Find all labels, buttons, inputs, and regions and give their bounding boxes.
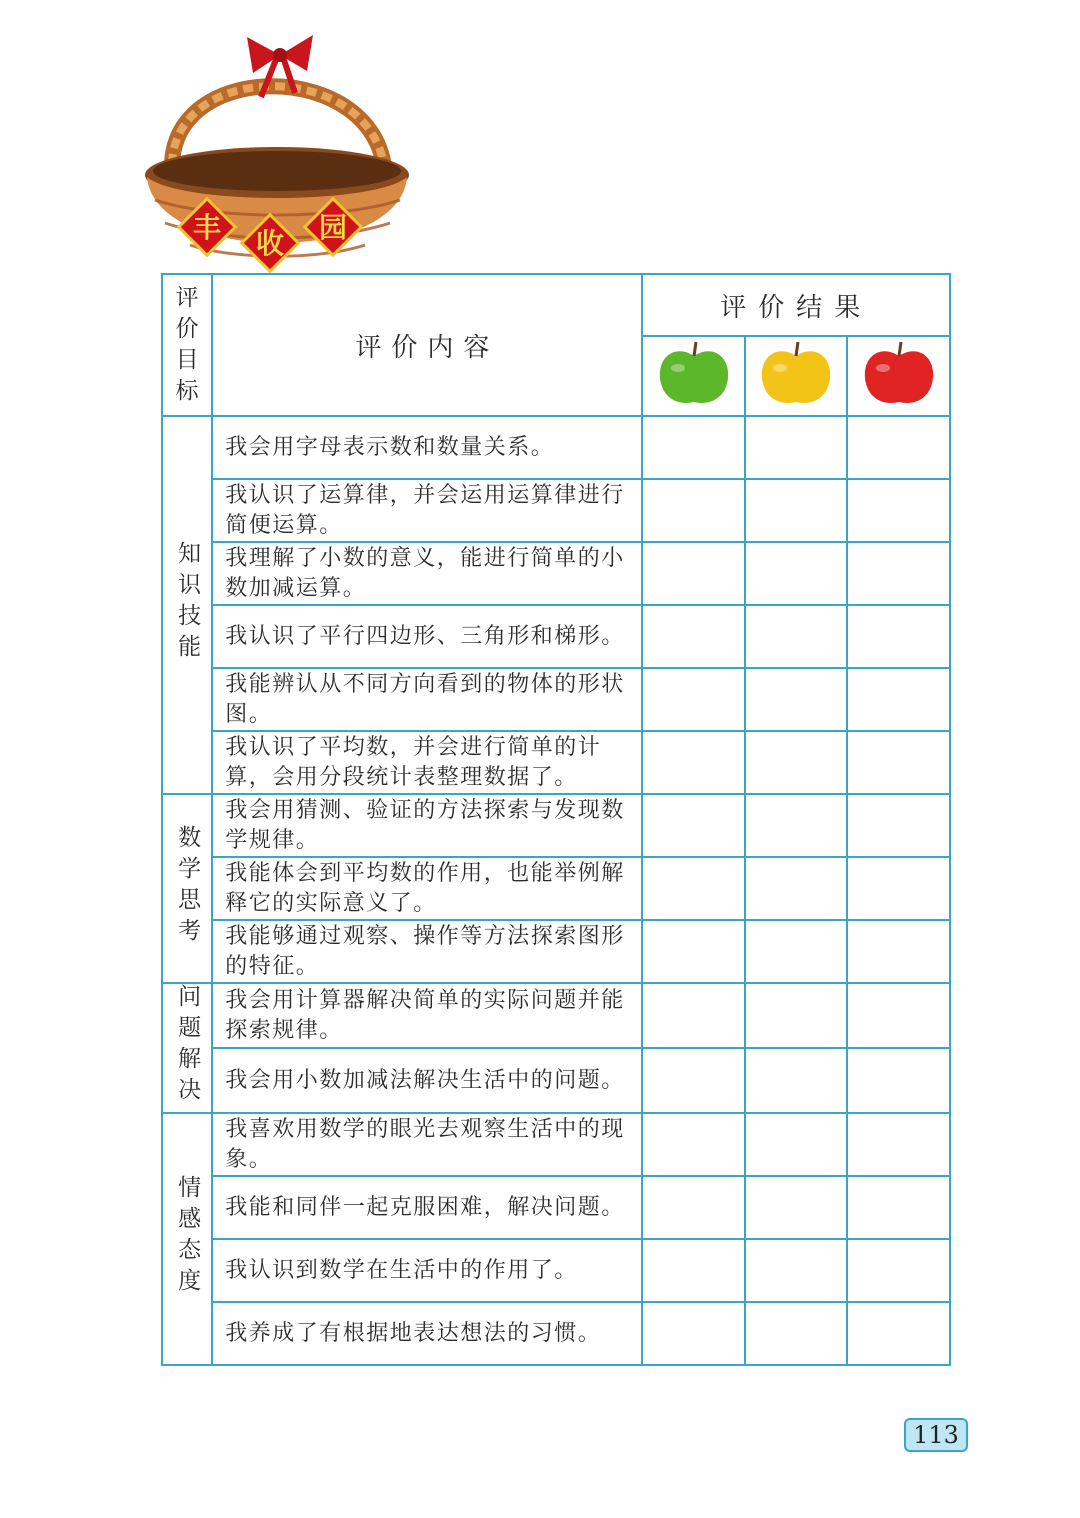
green-rating-cell[interactable] [642,1048,745,1113]
yellow-rating-cell[interactable] [745,1176,848,1239]
yellow-apple-header [745,336,848,416]
table-row [162,668,950,731]
green-rating-cell[interactable] [642,542,745,605]
page-number: 113 [904,1418,968,1452]
red-rating-cell[interactable] [847,1113,950,1176]
table-row [162,605,950,668]
goal-label: 情感态度 [174,1175,201,1299]
content-header: 评价内容 [212,274,642,416]
red-apple-header [847,336,950,416]
goal-cell [162,1113,212,1365]
green-rating-cell[interactable] [642,920,745,983]
evaluation-item: 我会用小数加减法解决生活中的问题。 [212,1048,642,1113]
evaluation-item: 我会用计算器解决简单的实际问题并能探索规律。 [212,983,642,1048]
badge-char: 收 [255,227,285,260]
red-rating-cell[interactable] [847,1048,950,1113]
evaluation-item: 我认识到数学在生活中的作用了。 [212,1239,642,1302]
table-row [162,1113,950,1176]
green-rating-cell[interactable] [642,857,745,920]
evaluation-item: 我能够通过观察、操作等方法探索图形的特征。 [212,920,642,983]
yellow-rating-cell[interactable] [745,479,848,542]
green-rating-cell[interactable] [642,416,745,479]
goal-header [162,274,212,416]
green-rating-cell[interactable] [642,479,745,542]
table-row [162,731,950,794]
goal-header-char: 价 [175,316,199,342]
yellow-rating-cell[interactable] [745,605,848,668]
goal-cell [162,794,212,983]
yellow-rating-cell[interactable] [745,1048,848,1113]
yellow-rating-cell[interactable] [745,416,848,479]
evaluation-table [161,273,951,1366]
table-row [162,542,950,605]
green-apple-header [642,336,745,416]
red-apple-icon [861,340,937,408]
red-rating-cell[interactable] [847,605,950,668]
table-row [162,1048,950,1113]
evaluation-item: 我会用字母表示数和数量关系。 [212,416,642,479]
green-rating-cell[interactable] [642,983,745,1048]
red-rating-cell[interactable] [847,416,950,479]
basket-illustration [135,15,415,285]
table-row [162,1239,950,1302]
table-row [162,479,950,542]
red-rating-cell[interactable] [847,1239,950,1302]
table-row [162,1176,950,1239]
evaluation-item: 我能辨认从不同方向看到的物体的形状图。 [212,668,642,731]
red-rating-cell[interactable] [847,668,950,731]
evaluation-item: 我会用猜测、验证的方法探索与发现数学规律。 [212,794,642,857]
goal-header-char: 标 [175,378,199,404]
red-rating-cell[interactable] [847,983,950,1048]
red-rating-cell[interactable] [847,794,950,857]
yellow-rating-cell[interactable] [745,857,848,920]
yellow-rating-cell[interactable] [745,731,848,794]
evaluation-item: 我理解了小数的意义，能进行简单的小数加减运算。 [212,542,642,605]
goal-label: 问题解决 [174,984,201,1108]
goal-label: 数学思考 [174,824,201,949]
yellow-rating-cell[interactable] [745,983,848,1048]
green-rating-cell[interactable] [642,668,745,731]
red-rating-cell[interactable] [847,542,950,605]
goal-header-char: 目 [175,347,199,373]
yellow-rating-cell[interactable] [745,920,848,983]
evaluation-item: 我能体会到平均数的作用，也能举例解释它的实际意义了。 [212,857,642,920]
red-rating-cell[interactable] [847,479,950,542]
yellow-rating-cell[interactable] [745,794,848,857]
red-rating-cell[interactable] [847,1302,950,1365]
green-rating-cell[interactable] [642,731,745,794]
yellow-rating-cell[interactable] [745,542,848,605]
goal-cell [162,416,212,794]
red-rating-cell[interactable] [847,920,950,983]
table-row [162,416,950,479]
green-rating-cell[interactable] [642,794,745,857]
evaluation-item: 我养成了有根据地表达想法的习惯。 [212,1302,642,1365]
red-rating-cell[interactable] [847,857,950,920]
table-row [162,920,950,983]
table-row [162,1302,950,1365]
evaluation-item: 我喜欢用数学的眼光去观察生活中的现象。 [212,1113,642,1176]
table-row [162,794,950,857]
badge-char: 园 [318,211,348,244]
red-rating-cell[interactable] [847,731,950,794]
green-rating-cell[interactable] [642,1113,745,1176]
green-rating-cell[interactable] [642,1239,745,1302]
green-rating-cell[interactable] [642,1302,745,1365]
evaluation-item: 我认识了运算律，并会运用运算律进行简便运算。 [212,479,642,542]
red-rating-cell[interactable] [847,1176,950,1239]
result-header: 评价结果 [642,274,950,336]
goal-cell [162,983,212,1113]
goal-label: 知识技能 [174,541,201,665]
yellow-rating-cell[interactable] [745,1239,848,1302]
table-row [162,857,950,920]
badge-char: 丰 [192,211,222,244]
evaluation-item: 我认识了平均数，并会进行简单的计算，会用分段统计表整理数据了。 [212,731,642,794]
evaluation-item: 我认识了平行四边形、三角形和梯形。 [212,605,642,668]
evaluation-item: 我能和同伴一起克服困难，解决问题。 [212,1176,642,1239]
green-apple-icon [656,340,732,408]
green-rating-cell[interactable] [642,605,745,668]
yellow-rating-cell[interactable] [745,1302,848,1365]
table-row [162,983,950,1048]
yellow-rating-cell[interactable] [745,1113,848,1176]
yellow-apple-icon [758,340,834,408]
yellow-rating-cell[interactable] [745,668,848,731]
goal-header-char: 评 [175,285,199,311]
green-rating-cell[interactable] [642,1176,745,1239]
